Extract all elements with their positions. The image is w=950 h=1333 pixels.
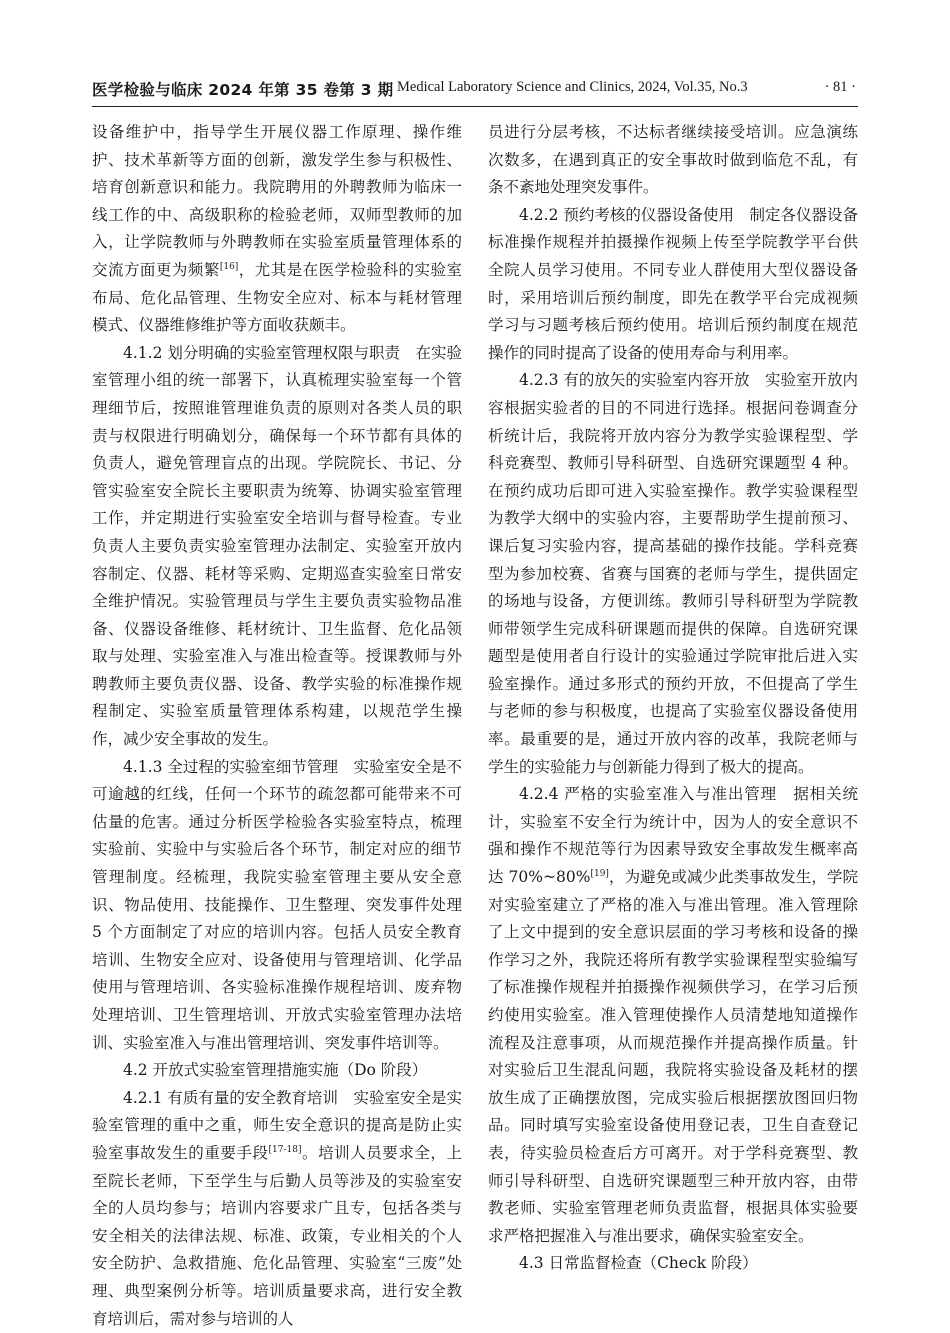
left-column [92,119,462,1333]
page-header [92,76,858,107]
citation: [19] [590,868,609,879]
section-4-2-3-paragraph: 4.2.3 有的放矢的实验室内容开放 实验室开放内容根据实验者的目的不同进行选择。根据问卷调查分析统计后，我院将开放内容分为教学实验课程型、学科竞赛型、教师引导科研型、自选研究课题型 4 种。在预约成功后即可进入实验室操作。教学实验课程型为教学大纲中的实验内容，主要帮助学生提前预习、课后复习实验内容，提高基础的操作技能。学科竞赛型为参加校赛、省赛与国赛的老师与学生，提供固定的场地与设备，方便训练。教师引导科研型为学院教师带领学生完成科研课题而提供的保障。自选研究课题型是使用者自行设计的实验通过学院审批后进入实验室操作。通过多形式的预约开放，不但提高了学生与老师的参与积极度，也提高了实验室仪器设备使用率。最重要的是，通过开放内容的改革，我院老师与学生的实验能力与创新能力得到了极大的提高。 [488,371,858,776]
page-number: · 81 · [824,79,856,95]
citation: [17-18] [268,1144,302,1155]
journal-english-citation: Medical Laboratory Science and Clinics, 2024, Vol.35, No.3 [397,79,748,95]
right-column [488,119,858,1278]
paragraph: 设备维护中，指导学生开展仪器工作原理、操作维护、技术革新等方面的创新，激发学生参与积极性、培育创新意识和能力。我院聘用的外聘教师为临床一线工作的中、高级职称的检验老师，双师型教师的加入，让学院教师与外聘教师在实验室质量管理体系的交流方面更为频繁[16]，尤其是在医学检验科的实验室布局、危化品管理、生物安全应对、标本与耗材管理模式、仪器维修维护等方面收获颇丰。 [92,123,462,335]
paragraph: 员进行分层考核，不达标者继续接受培训。应急演练次数多，在遇到真正的安全事故时做到临危不乱，有条不紊地处理突发事件。 [488,123,858,197]
section-4-1-2-paragraph: 4.1.2 划分明确的实验室管理权限与职责 在实验室管理小组的统一部署下，认真梳理实验室每一个管理细节后，按照谁管理谁负责的原则对各类人员的职责与权限进行明确划分，确保每一个环节都有具体的负责人，避免管理盲点的出现。学院院长、书记、分管实验室安全院长主要职责为统筹、协调实验室管理工作，并定期进行实验室安全培训与督导检查。专业负责人主要负责实验室管理办法制定、实验室开放内容制定、仪器、耗材等采购、定期巡查实验室日常安全维护情况。实验管理员与学生主要负责实验物品准备、仪器设备维修、耗材统计、卫生监督、危化品领取与处理、实验室准入与准出检查等。授课教师与外聘教师主要负责仪器、设备、教学实验的标准操作规程制定、实验室质量管理体系构建，以规范学生操作，减少安全事故的发生。 [92,343,462,749]
section-4-2-heading: 4.2 开放式实验室管理措施实施（Do 阶段） [123,1061,428,1080]
citation: [16] [219,261,239,272]
journal-title: 医学检验与临床 2024 年第 35 卷第 3 期 [92,81,394,99]
section-4-1-3-paragraph: 4.1.3 全过程的实验室细节管理 实验室安全是不可逾越的红线，任何一个环节的疏忽都可能带来不可估量的危害。通过分析医学检验各实验室特点，梳理实验前、实验中与实验后各个环节，制定对应的细节管理制度。经梳理，我院实验室管理主要从安全意识、物品使用、技能操作、卫生整理、突发事件处理 5 个方面制定了对应的培训内容。包括人员安全教育培训、生物安全应对、设备使用与管理培训、化学品使用与管理培训、各实验标准操作规程培训、废弃物处理培训、卫生管理培训、开放式实验室管理办法培训、实验室准入与准出管理培训、突发事件培训等。 [92,757,462,1052]
section-4-2-1-paragraph: 4.2.1 有质有量的安全教育培训 实验室安全是实验室管理的重中之重，师生安全意识的提高是防止实验室事故发生的重要手段[17-18]。培训人员要求全，上至院长老师，下至学生与后勤人员等涉及的实验室安全的人员均参与；培训内容要求广且专，包括各类与安全相关的法律法规、标准、政策，专业相关的个人安全防护、急救措施、危化品管理、实验室“三废”处理、典型案例分析等。培训质量要求高，进行安全教育培训后，需对参与培训的人 [92,1088,462,1328]
section-4-2-2-paragraph: 4.2.2 预约考核的仪器设备使用 制定各仪器设备标准操作规程并拍摄操作视频上传至学院教学平台供全院人员学习使用。不同专业人群使用大型仪器设备时，采用培训后预约制度，即先在教学平台完成视频学习与习题考核后预约使用。培训后预约制度在规范操作的同时提高了设备的使用寿命与利用率。 [488,205,858,362]
section-4-3-heading: 4.3 日常监督检查（Check 阶段） [519,1254,758,1273]
section-4-2-4-paragraph: 4.2.4 严格的实验室准入与准出管理 据相关统计，实验室不安全行为统计中，因为人的安全意识不强和操作不规范等行为因素导致安全事故发生概率高达 70%~80%[19]，为避免或减少此类事故发生，学院对实验室建立了严格的准入与准出管理。准入管理除了上文中提到的安全意识层面的学习考核和设备的操作学习之外，我院还将所有教学实验课程型实验编写了标准操作规程并拍摄操作视频供学习，在学习后预约使用实验室。准入管理使操作人员清楚地知道操作流程及注意事项，从而规范操作并提高操作质量。针对实验后卫生混乱问题，我院将实验设备及耗材的摆放生成了正确摆放图，完成实验后根据摆放图回归物品。同时填写实验室设备使用登记表，卫生自查登记表，待实验员检查后方可离开。对于学科竞赛型、教师引导科研型、自选研究课题型三种开放内容，由带教老师、实验室管理老师负责监督，根据具体实验要求严格把握准入与准出要求，确保实验室安全。 [488,785,858,1245]
